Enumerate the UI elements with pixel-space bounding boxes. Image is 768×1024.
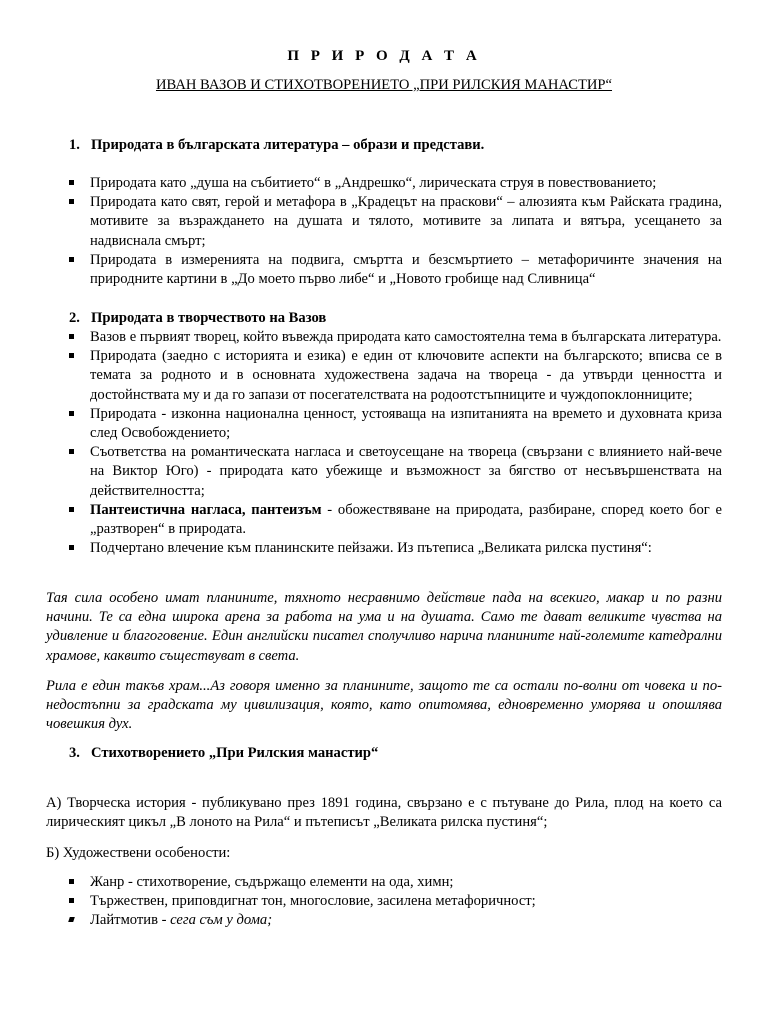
section-1-list	[46, 174, 722, 289]
list-item: Природата като „душа на събитието“ в „Андрешко“, лирическата струя в повествованието;	[46, 174, 722, 193]
paragraph-a: А) Творческа история - публикувано през 1891 година, свързано е с пътуване до Рила, плод на което са лирическият цикъл „В лоното на Рила“ и пътеписът „Великата рилска пустиня“;	[46, 795, 722, 831]
list-item: Природата (заедно с историята и езика) е един от ключовите аспекти на българското; вписва се в темата за родното и в основната художествена задача на твореца - да утвърди ценността и достойнствата му и да го запази от посегателствата на родоотстъпниците и чуждопоклонниците;	[46, 347, 722, 405]
list-item: Вазов е първият творец, който въвежда природата като самостоятелна тема в българската литература.	[46, 328, 722, 347]
list-item: Природата като свят, герой и метафора в „Крадецът на праскови“ – алюзията към Райската градина, мотивите за възраждането на душата и тялото, мотивите за липата и вятъра, усещането за надвиснала смърт;	[46, 193, 722, 251]
section-1-number: 1.	[69, 137, 80, 153]
list-item: Природата в измеренията на подвига, смъртта и безсмъртието – метафоричинте значения на природните картини в „До моето първо либе“ и „Новото гробище над Сливница“	[46, 251, 722, 289]
section-3-title: Стихотворението „При Рилския манастир“	[91, 745, 379, 761]
document-subtitle: ИВАН ВАЗОВ И СТИХОТВОРЕНИЕТО „ПРИ РИЛСКИЯ МАНАСТИР“	[155, 77, 613, 93]
list-item: Съответства на романтическата нагласа и светоусещане на твореца (свързани с влиянието най-вече на Виктор Юго) - природата като убежище и възможност за бягство от несъвършенствата на действителността;	[46, 443, 722, 501]
list-item: Лайтмотив - сега съм у дома;	[46, 911, 722, 930]
document-title: П Р И Р О Д А Т А	[287, 48, 481, 64]
bullet-icon	[69, 257, 74, 262]
bullet-icon	[68, 917, 75, 922]
quote-paragraph-2: Рила е един такъв храм...Аз говоря именно за планините, защото те са остали по-волни от човека и по-недостъпни за градската му цивилизация, която, като опитомява, едновременно уморява и опошлява човешкия дух.	[46, 678, 722, 733]
paragraph-b: Б) Художествени особености:	[46, 845, 231, 861]
bullet-icon	[69, 879, 74, 884]
section-2-title: Природата в творчеството на Вазов	[91, 310, 327, 326]
list-item: Тържествен, приповдигнат тон, многословие, засилена метафоричност;	[46, 892, 722, 911]
section-1-title: Природата в българската литература – образи и представи.	[91, 137, 485, 153]
section-2-list	[46, 328, 722, 558]
list-item: Подчертано влечение към планинските пейзажи. Из пътеписа „Великата рилска пустиня“:	[46, 539, 722, 558]
section-2-heading	[69, 309, 326, 328]
list-item: Жанр - стихотворение, съдържащо елементи на ода, химн;	[46, 873, 722, 892]
bullet-icon	[69, 449, 74, 454]
bullet-icon	[69, 507, 74, 512]
section-1-heading	[69, 136, 484, 155]
bullet-icon	[69, 411, 74, 416]
section-3-heading	[69, 744, 378, 763]
section-2-number: 2.	[69, 310, 80, 326]
list-item: Пантеистична нагласа, пантеизъм - обожествяване на природата, разбиране, според което бог е „разтворен“ в природата.	[46, 501, 722, 539]
bullet-icon	[69, 199, 74, 204]
quote-paragraph-1: Тая сила особено имат планините, тяхното несравнимо действие пада на всекиго, макар и по разни начини. Те са една широка арена за работа на ума и на душата. Само те дават великите чувства на удивление и благоговение. Един английски писател сполучливо нарича планините най-големите катедрални храмове, каквито съществуват в света.	[46, 590, 722, 664]
bullet-icon	[69, 180, 74, 185]
bullet-icon	[69, 898, 74, 903]
bullet-icon	[69, 545, 74, 550]
section-3-list	[46, 873, 722, 931]
bullet-icon	[69, 334, 74, 339]
section-3-number: 3.	[69, 745, 80, 761]
bullet-icon	[69, 353, 74, 358]
list-item: Природата - изконна национална ценност, устояваща на изпитанията на времето и духовната криза след Освобождението;	[46, 405, 722, 443]
